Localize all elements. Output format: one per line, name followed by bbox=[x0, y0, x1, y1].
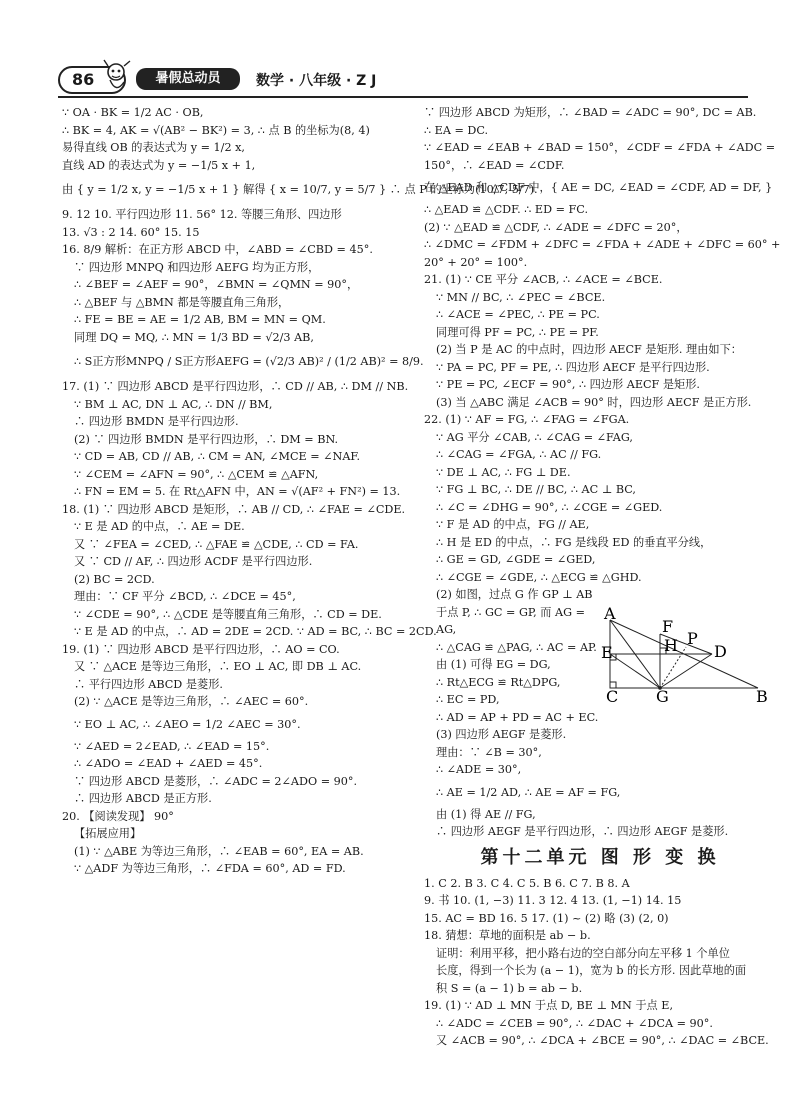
text-line: ∴ △EAD ≌ △CDF. ∴ ED = FC. bbox=[424, 203, 589, 216]
text-line: 直线 AD 的表达式为 y = −1/5 x + 1, bbox=[62, 158, 256, 172]
text-line: ∴ AD = AP + PD = AC + EC. bbox=[436, 710, 599, 724]
text-line: ∵ E 是 AD 的中点，∴ AE = DE. bbox=[74, 520, 245, 533]
text-line: ∵ E 是 AD 的中点，∴ AD = 2DE = 2CD. ∵ AD = BC, ∴ BC = 2CD. bbox=[74, 625, 437, 638]
text-line: 积 S = (a − 1) b = ab − b. bbox=[436, 981, 583, 995]
text-line: 13. √3 : 2 14. 60° 15. 15 bbox=[62, 225, 200, 239]
text-line: 理由：∵ CF 平分 ∠BCD, ∴ ∠DCE = 45°, bbox=[74, 590, 296, 603]
text-line: ∴ H 是 ED 的中点，∴ FG 是线段 ED 的垂直平分线， bbox=[436, 535, 712, 549]
text-line: ∵ ∠EAD = ∠EAB + ∠BAD = 150°，∠CDF = ∠FDA + ∠ADC = bbox=[424, 141, 776, 154]
geometry-figure bbox=[600, 604, 770, 732]
text-line: ∵ ∠CDE = 90°, ∴ △CDE 是等腰直角三角形，∴ CD = DE. bbox=[74, 607, 382, 621]
text-line: ∴ ∠ADE = 30°, bbox=[436, 763, 522, 776]
text-line: ∴ ∠ACE = ∠PEC, ∴ PE = PC. bbox=[436, 308, 600, 321]
text-line: ∴ Rt△ECG ≌ Rt△DPG, bbox=[436, 675, 561, 689]
text-line: 在 △EAD 和 △CDF 中，{ AE = DC, ∠EAD = ∠CDF, AD = DF, } bbox=[424, 181, 773, 194]
text-line: ∴ ∠BEF = ∠AEF = 90°，∠BMN = ∠QMN = 90°， bbox=[74, 278, 359, 291]
text-line: 【拓展应用】 bbox=[74, 827, 142, 840]
text-line: ∴ S正方形MNPQ / S正方形AEFG = (√2/3 AB)² / (1/2 AB)² = 8/9. bbox=[74, 355, 424, 368]
text-line: (3) 当 △ABC 满足 ∠ACB = 90° 时，四边形 AECF 是正方形. bbox=[436, 395, 752, 409]
header-divider bbox=[58, 96, 748, 98]
unit-title: 第十二单元 图 形 变 换 bbox=[480, 846, 720, 868]
right-column bbox=[424, 104, 781, 1050]
label-f: F bbox=[662, 617, 674, 636]
text-line: 又 ∠ACB = 90°, ∴ ∠DCA + ∠BCE = 90°, ∴ ∠DAC = ∠BCE. bbox=[436, 1034, 769, 1047]
text-line: (2) ∵ △ACE 是等边三角形，∴ ∠AEC = 60°. bbox=[74, 695, 309, 708]
text-line: 于点 P, ∴ GC = GP, 而 AG = bbox=[436, 605, 585, 619]
text-line: AG, bbox=[436, 623, 457, 636]
text-line: 又 ∵ △ACE 是等边三角形，∴ EO ⊥ AC, 即 DB ⊥ AC. bbox=[74, 660, 362, 673]
text-line: 证明：利用平移，把小路右边的空白部分向左平移 1 个单位 bbox=[436, 946, 730, 960]
text-line: ∴ 四边形 ABCD 是正方形. bbox=[74, 792, 212, 805]
text-line: 17. (1) ∵ 四边形 ABCD 是平行四边形，∴ CD // AB, ∴ DM // NB. bbox=[62, 380, 409, 393]
text-line: ∵ MN // BC, ∴ ∠PEC = ∠BCE. bbox=[436, 290, 606, 304]
text-line: ∴ EC = PD, bbox=[436, 693, 500, 706]
text-line: ∴ ∠ADC = ∠CEB = 90°, ∴ ∠DAC + ∠DCA = 90°. bbox=[436, 1016, 713, 1030]
text-line: ∴ 平行四边形 ABCD 是菱形. bbox=[74, 677, 223, 691]
text-line: (2) ∵ 四边形 BMDN 是平行四边形，∴ DM = BN. bbox=[74, 432, 339, 446]
brand-title: 暑假总动员 bbox=[136, 68, 240, 90]
text-line: 长度，得到一个长为 (a − 1)，宽为 b 的长方形. 因此草地的面 bbox=[436, 964, 747, 977]
text-line: ∵ AG 平分 ∠CAB, ∴ ∠CAG = ∠FAG, bbox=[436, 430, 633, 444]
text-line: 18. 猜想：草地的面积是 ab − b. bbox=[424, 929, 591, 942]
subject-title: 数学 · 八年级 · Z J bbox=[256, 73, 377, 89]
text-line: (3) 四边形 AEGF 是菱形. bbox=[436, 728, 567, 741]
label-b: B bbox=[756, 687, 768, 706]
text-line: 19. (1) ∵ 四边形 ABCD 是平行四边形，∴ AO = CO. bbox=[62, 642, 340, 656]
text-line: ∴ △BEF 与 △BMN 都是等腰直角三角形， bbox=[74, 295, 290, 309]
text-line: ∴ ∠C = ∠DHG = 90°, ∴ ∠CGE = ∠GED. bbox=[436, 500, 663, 514]
text-line: 1. C 2. B 3. C 4. C 5. B 6. C 7. B 8. A bbox=[424, 876, 630, 890]
text-line: ∴ FE = BE = AE = 1/2 AB, BM = MN = QM. bbox=[74, 313, 326, 326]
text-line: ∴ 四边形 BMDN 是平行四边形. bbox=[74, 415, 239, 428]
text-line: ∵ OA · BK = 1/2 AC · OB, bbox=[62, 106, 204, 119]
text-line: ∴ GE = GD, ∠GDE = ∠GED, bbox=[436, 553, 596, 566]
text-line: 由 { y = 1/2 x, y = −1/5 x + 1 } 解得 { x = 10/7, y = 5/7 } ∴ 点 P 的坐标为(10/7, 5/7). bbox=[62, 183, 538, 196]
text-line: ∵ F 是 AD 的中点，FG // AE, bbox=[436, 518, 590, 531]
text-line: 理由：∵ ∠B = 30°, bbox=[436, 745, 542, 759]
text-line: ∵ 四边形 ABCD 是菱形，∴ ∠ADC = 2∠ADO = 90°. bbox=[74, 774, 358, 788]
text-line: ∵ EO ⊥ AC, ∴ ∠AEO = 1/2 ∠AEC = 30°. bbox=[74, 717, 301, 731]
text-line: ∵ △ADF 为等边三角形，∴ ∠FDA = 60°, AD = FD. bbox=[74, 862, 346, 875]
text-line: ∴ BK = 4, AK = √(AB² − BK²) = 3, ∴ 点 B 的坐标为(8, 4) bbox=[62, 123, 370, 137]
text-line: 9. 书 10. (1, −3) 11. 3 12. 4 13. (1, −1) 14. 15 bbox=[424, 894, 682, 907]
text-line: ∵ FG ⊥ BC, ∴ DE // BC, ∴ AC ⊥ BC, bbox=[436, 483, 636, 496]
text-line: ∴ ∠CGE = ∠GDE, ∴ △ECG ≌ △GHD. bbox=[436, 570, 642, 584]
text-line: (2) 当 P 是 AC 的中点时，四边形 AECF 是矩形. 理由如下： bbox=[436, 343, 742, 356]
text-line: 同理 DQ = MQ, ∴ MN = 1/3 BD = √2/3 AB, bbox=[74, 330, 314, 344]
label-a: A bbox=[604, 604, 616, 623]
text-line: ∴ ∠ADO = ∠EAD + ∠AED = 45°. bbox=[74, 757, 263, 770]
text-line: ∵ BM ⊥ AC, DN ⊥ AC, ∴ DN // BM, bbox=[74, 397, 273, 411]
text-line: 9. 12 10. 平行四边形 11. 56° 12. 等腰三角形、四边形 bbox=[62, 208, 342, 221]
label-d: D bbox=[714, 642, 727, 661]
text-line: ∴ FN = EM = 5. 在 Rt△AFN 中，AN = √(AF² + FN²) = 13. bbox=[74, 485, 401, 498]
text-line: ∴ ∠CAG = ∠FGA, ∴ AC // FG. bbox=[436, 448, 602, 461]
page-number: 86 bbox=[58, 66, 126, 94]
text-line: ∵ CD = AB, CD // AB, ∴ CM = AN, ∠MCE = ∠NAF. bbox=[74, 450, 360, 463]
label-e: E bbox=[601, 643, 613, 662]
text-line: ∵ 四边形 ABCD 为矩形，∴ ∠BAD = ∠ADC = 90°, DC = AB. bbox=[424, 106, 757, 119]
text-line: 150°，∴ ∠EAD = ∠CDF. bbox=[424, 158, 565, 172]
text-line: (2) 如图，过点 G 作 GP ⊥ AB bbox=[436, 588, 593, 601]
segment-gd bbox=[660, 654, 712, 688]
text-line: 又 ∵ ∠FEA = ∠CED, ∴ △FAE ≌ △CDE, ∴ CD = FA. bbox=[74, 537, 359, 551]
text-line: 18. (1) ∵ 四边形 ABCD 是矩形，∴ AB // CD, ∴ ∠FAE = ∠CDE. bbox=[62, 502, 406, 516]
text-line: ∵ DE ⊥ AC, ∴ FG ⊥ DE. bbox=[436, 465, 571, 479]
label-c: C bbox=[606, 687, 619, 706]
text-line: 22. (1) ∵ AF = FG, ∴ ∠FAG = ∠FGA. bbox=[424, 413, 630, 426]
text-line: 21. (1) ∵ CE 平分 ∠ACB, ∴ ∠ACE = ∠BCE. bbox=[424, 273, 663, 286]
text-line: 20. 【阅读发现】 90° bbox=[62, 809, 174, 823]
text-line: 由 (1) 可得 EG = DG, bbox=[436, 658, 551, 671]
text-line: 20° + 20° = 100°. bbox=[424, 255, 528, 269]
text-line: ∴ ∠DMC = ∠FDM + ∠DFC = ∠FDA + ∠ADE + ∠DFC = 60° + bbox=[424, 238, 781, 251]
text-line: 由 (1) 得 AE // FG, bbox=[436, 807, 536, 821]
text-line: ∵ ∠AED = 2∠EAD, ∴ ∠EAD = 15°. bbox=[74, 739, 270, 753]
text-line: 易得直线 OB 的表达式为 y = 1/2 x, bbox=[62, 141, 245, 154]
segment-eg bbox=[610, 654, 660, 688]
text-line: ∴ EA = DC. bbox=[424, 123, 489, 137]
text-line: 16. 8/9 解析：在正方形 ABCD 中，∠ABD = ∠CBD = 45°. bbox=[62, 243, 373, 256]
text-line: 19. (1) ∵ AD ⊥ MN 于点 D, BE ⊥ MN 于点 E, bbox=[424, 999, 673, 1012]
label-g: G bbox=[656, 687, 669, 706]
text-line: ∵ ∠CEM = ∠AFN = 90°, ∴ △CEM ≌ △AFN, bbox=[74, 467, 319, 481]
label-p: P bbox=[687, 629, 698, 648]
label-h: H bbox=[664, 636, 678, 655]
text-line: ∴ AE = 1/2 AD, ∴ AE = AF = FG, bbox=[436, 785, 621, 799]
text-line: ∵ 四边形 MNPQ 和四边形 AEFG 均为正方形， bbox=[74, 260, 320, 274]
text-line: (2) ∵ △EAD ≌ △CDF, ∴ ∠ADE = ∠DFC = 20°， bbox=[424, 220, 688, 234]
text-line: ∵ PE = PC, ∠ECF = 90°, ∴ 四边形 AECF 是矩形. bbox=[436, 378, 700, 391]
text-line: ∴ 四边形 AEGF 是平行四边形，∴ 四边形 AEGF 是菱形. bbox=[436, 825, 729, 838]
page-header bbox=[58, 60, 758, 98]
text-line: ∵ PA = PC, PF = PE, ∴ 四边形 AECF 是平行四边形. bbox=[436, 360, 710, 374]
text-line: (1) ∵ △ABE 为等边三角形，∴ ∠EAB = 60°, EA = AB. bbox=[74, 844, 364, 858]
text-line: 同理可得 PF = PC, ∴ PE = PF. bbox=[436, 325, 599, 339]
text-line: 又 ∵ CD // AF, ∴ 四边形 ACDF 是平行四边形. bbox=[74, 555, 313, 568]
text-line: 15. AC = BD 16. 5 17. (1) ~ (2) 略 (3) (2, 0) bbox=[424, 911, 669, 925]
text-line: (2) BC = 2CD. bbox=[74, 572, 155, 586]
mascot-icon bbox=[102, 60, 134, 94]
text-line: ∴ △CAG ≌ △PAG, ∴ AC = AP. bbox=[436, 640, 597, 654]
